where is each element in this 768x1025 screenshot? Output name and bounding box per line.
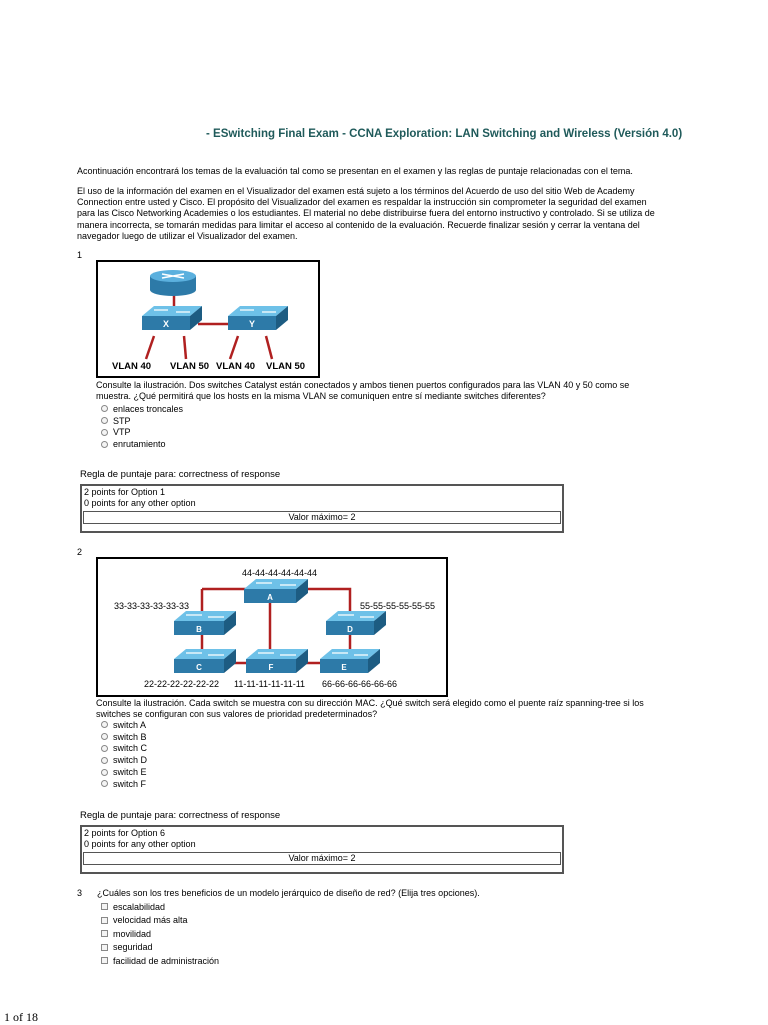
link-x-host1 <box>146 336 154 359</box>
checkbox-icon[interactable] <box>101 930 108 937</box>
question-2-number: 2 <box>77 547 83 557</box>
q1-rule-line-2: 0 points for any other option <box>84 497 196 508</box>
question-3-number: 3 <box>77 888 83 898</box>
q1-option-3[interactable]: VTP <box>101 427 183 439</box>
mac-e-label: 66-66-66-66-66-66 <box>322 679 398 689</box>
mac-c-label: 22-22-22-22-22-22 <box>144 679 220 689</box>
question-1-number: 1 <box>77 250 83 260</box>
switch-x-icon <box>142 306 202 330</box>
checkbox-icon[interactable] <box>101 957 108 964</box>
q3-option-1[interactable]: escalabilidad <box>101 900 219 914</box>
q1-figure <box>96 260 320 378</box>
switch-f-icon <box>246 649 308 673</box>
q1-scoring-rule-label: Regla de puntaje para: correctness of response <box>80 469 281 480</box>
switch-e-label: E <box>341 663 347 672</box>
radio-button-icon[interactable] <box>101 721 108 728</box>
q1-scoring-box <box>80 484 564 533</box>
q1-rule-line-1: 2 points for Option 1 <box>84 487 166 497</box>
radio-button-icon[interactable] <box>101 405 108 412</box>
question-1-text: Consulte la ilustración. Dos switches Catalyst están conectados y ambos tienen puertos configurados para las VLAN 40 y 50 como se muestra. ¿Qué permitirá que los hosts en la misma VLAN se comuniquen entre sí mediante switches diferentes? <box>96 380 630 401</box>
switch-a-label: A <box>267 593 273 602</box>
radio-button-icon[interactable] <box>101 441 108 448</box>
switch-c-icon <box>174 649 236 673</box>
question-3-options <box>101 900 219 968</box>
switch-d-label: D <box>347 625 353 634</box>
q1-network-diagram <box>98 262 318 376</box>
link-x-host2 <box>184 336 186 359</box>
switch-x-label: X <box>162 319 170 329</box>
switch-y-label: Y <box>248 319 256 329</box>
mac-b-label: 33-33-33-33-33-33 <box>114 601 190 611</box>
vlan-label-4: VLAN 50 <box>266 361 306 372</box>
q2-rule-line-1: 2 points for Option 6 <box>84 828 166 838</box>
switch-b-label: B <box>196 625 202 634</box>
q3-option-5[interactable]: facilidad de administración <box>101 954 219 968</box>
q1-option-2[interactable]: STP <box>101 415 183 427</box>
q2-option-4[interactable]: switch D <box>101 754 147 766</box>
switch-y-icon <box>228 306 288 330</box>
radio-button-icon[interactable] <box>101 769 108 776</box>
link-y-host1 <box>230 336 238 359</box>
vlan-label-1: VLAN 40 <box>112 361 152 372</box>
radio-button-icon[interactable] <box>101 745 108 752</box>
q2-option-2[interactable]: switch B <box>101 731 147 743</box>
q3-option-3[interactable]: movilidad <box>101 927 219 941</box>
switch-f-label: F <box>268 663 274 672</box>
q2-scoring-rule-label: Regla de puntaje para: correctness of response <box>80 810 281 821</box>
switch-a-icon <box>244 579 308 603</box>
mac-f-label: 11-11-11-11-11-11 <box>234 679 306 689</box>
intro-text: Acontinuación encontrará los temas de la evaluación tal como se presentan en el examen y las reglas de puntaje relacionadas con el tema. <box>77 166 633 176</box>
q2-option-5[interactable]: switch E <box>101 766 147 778</box>
radio-button-icon[interactable] <box>101 429 108 436</box>
q1-option-4[interactable]: enrutamiento <box>101 438 183 450</box>
exam-title: - ESwitching Final Exam - CCNA Exploration: LAN Switching and Wireless (Versión 4.0) <box>206 128 683 140</box>
q2-rule-line-2: 0 points for any other option <box>84 838 196 849</box>
radio-button-icon[interactable] <box>101 780 108 787</box>
question-2-options <box>101 719 147 790</box>
q2-figure <box>96 557 448 697</box>
q2-option-3[interactable]: switch C <box>101 743 147 755</box>
q1-max-value: Valor máximo= 2 <box>83 511 561 524</box>
q3-option-4[interactable]: seguridad <box>101 941 219 955</box>
page-counter: 1 of 18 <box>4 1010 38 1024</box>
question-2-text: Consulte la ilustración. Cada switch se muestra con su dirección MAC. ¿Qué switch será elegido como el puente raíz spanning-tree si los switches se configuran con sus valores de prioridad predeterminados? <box>96 698 644 719</box>
q3-option-2[interactable]: velocidad más alta <box>101 914 219 928</box>
q2-option-1[interactable]: switch A <box>101 719 147 731</box>
radio-button-icon[interactable] <box>101 757 108 764</box>
terms-text: El uso de la información del examen en el Visualizador del examen está sujeto a los términos del Acuerdo de uso del sitio Web de Academy Connection entre usted y Cisco. El propósito del Visualizador del examen es respaldar la instrucción sin comprometer la seguridad del examen para las Cisco Networking Academies o los estudiantes. El material no debe distribuirse fuera del entorno instructivo y controlado. Si se utiliza de manera incorrecta, se tomarán medidas para limitar el acceso al contenido de la evaluación. Recuerde finalizar sesión y cerrar la ventana del navegador luego de utilizar el Visualizador del examen. <box>77 186 655 241</box>
q2-max-value: Valor máximo= 2 <box>83 852 561 865</box>
mac-a-label: 44-44-44-44-44-44 <box>242 568 318 578</box>
checkbox-icon[interactable] <box>101 944 108 951</box>
radio-button-icon[interactable] <box>101 417 108 424</box>
q2-network-diagram <box>98 559 446 695</box>
router-icon <box>150 270 196 296</box>
checkbox-icon[interactable] <box>101 917 108 924</box>
q1-option-1[interactable]: enlaces troncales <box>101 403 183 415</box>
checkbox-icon[interactable] <box>101 903 108 910</box>
vlan-label-2: VLAN 50 <box>170 361 210 372</box>
vlan-label-3: VLAN 40 <box>216 361 256 372</box>
link-y-host2 <box>266 336 272 359</box>
mac-d-label: 55-55-55-55-55-55 <box>360 601 436 611</box>
question-1-options <box>101 403 183 450</box>
switch-d-icon <box>326 611 386 635</box>
q2-scoring-box <box>80 825 564 874</box>
switch-c-label: C <box>196 663 202 672</box>
switch-e-icon <box>320 649 380 673</box>
switch-b-icon <box>174 611 236 635</box>
q2-option-6[interactable]: switch F <box>101 778 147 790</box>
question-3-text: ¿Cuáles son los tres beneficios de un modelo jerárquico de diseño de red? (Elija tres opciones). <box>97 888 480 898</box>
radio-button-icon[interactable] <box>101 733 108 740</box>
